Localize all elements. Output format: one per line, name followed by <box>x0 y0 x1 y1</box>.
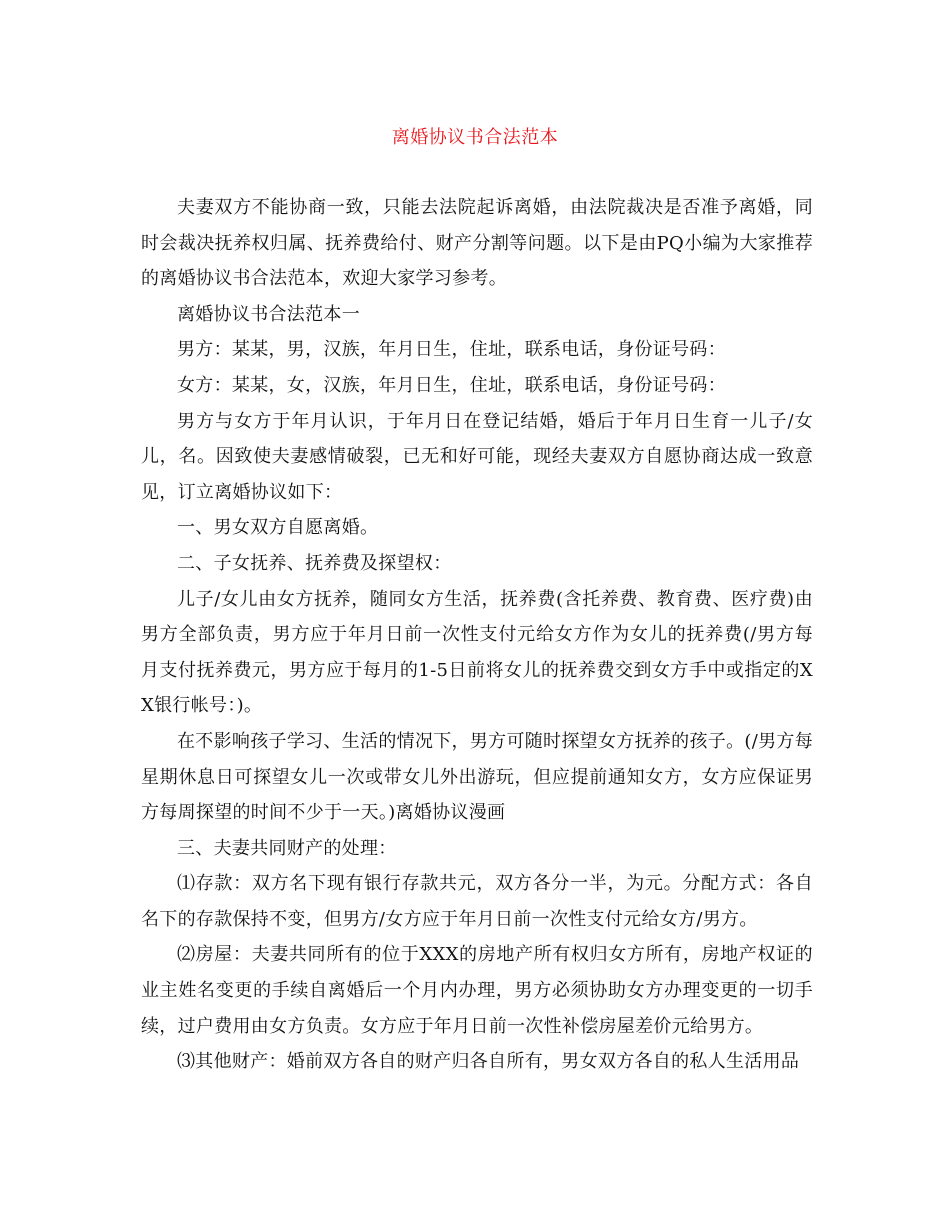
paragraph-background: 男方与女方于年月认识，于年月日在登记结婚，婚后于年月日生育一儿子/女儿，名。因致使夫妻感情破裂，已无和好可能，现经夫妻双方自愿协商达成一致意见，订立离婚协议如下： <box>141 410 813 503</box>
paragraph-other-property: ⑶其他财产：婚前双方各自的财产归各自所有，男女双方各自的私人生活用品 <box>177 1051 800 1073</box>
paragraph-female-party: 女方：某某，女，汉族，年月日生，住址，联系电话，身份证号码： <box>177 374 726 396</box>
paragraph-custody: 儿子/女儿由女方抚养，随同女方生活，抚养费(含托养费、教育费、医疗费)由男方全部负责，男方应于年月日前一次性支付元给女方作为女儿的抚养费(/男方每月支付抚养费元，男方应于每月的1-5日前将女儿的抚养费交到女方手中或指定的XX银行帐号：)。 <box>141 588 813 717</box>
paragraph-male-party: 男方：某某，男，汉族，年月日生，住址，联系电话，身份证号码： <box>177 339 726 361</box>
document-title: 离婚协议书合法范本 <box>391 127 559 148</box>
paragraph-sample-heading: 离婚协议书合法范本一 <box>177 303 360 325</box>
paragraph-visitation: 在不影响孩子学习、生活的情况下，男方可随时探望女方抚养的孩子。(/男方每星期休息日可探望女儿一次或带女儿外出游玩，但应提前通知女方，女方应保证男方每周探望的时间不少于一天。)离婚协议漫画 <box>141 730 813 824</box>
paragraph-clause-1: 一、男女双方自愿离婚。 <box>177 517 379 539</box>
paragraph-intro: 夫妻双方不能协商一致，只能去法院起诉离婚，由法院裁决是否准予离婚，同时会裁决抚养权归属、抚养费给付、财产分割等问题。以下是由PQ小编为大家推荐的离婚协议书合法范本，欢迎大家学习参考。 <box>141 197 813 290</box>
paragraph-house: ⑵房屋：夫妻共同所有的位于XXX的房地产所有权归女方所有，房地产权证的业主姓名变更的手续自离婚后一个月内办理，男方必须协助女方办理变更的一切手续，过户费用由女方负责。女方应于年月日前一次性补偿房屋差价元给男方。 <box>141 944 813 1037</box>
document-body <box>141 190 813 1080</box>
paragraph-clause-2: 二、子女抚养、抚养费及探望权： <box>177 552 452 574</box>
paragraph-deposits: ⑴存款：双方名下现有银行存款共元，双方各分一半，为元。分配方式：各自名下的存款保持不变，但男方/女方应于年月日前一次性支付元给女方/男方。 <box>141 873 813 930</box>
paragraph-clause-3: 三、夫妻共同财产的处理： <box>177 837 397 859</box>
